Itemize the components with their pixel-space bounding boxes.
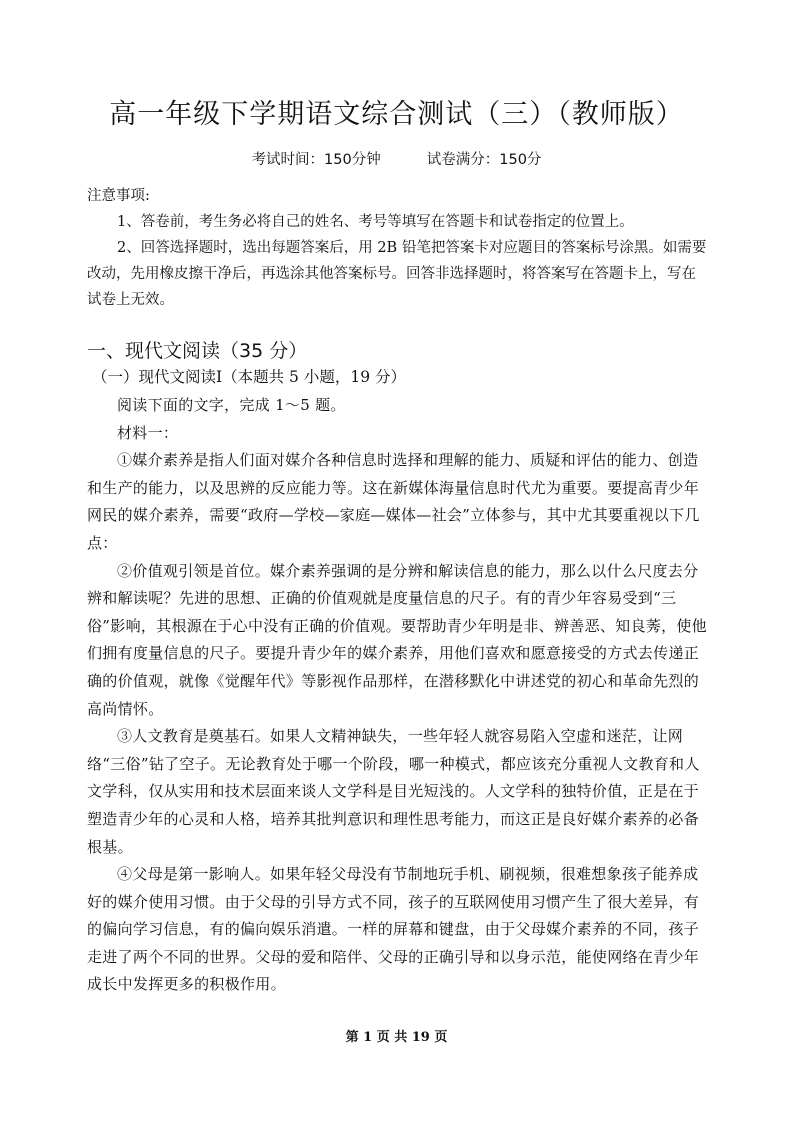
material-label: 材料一： xyxy=(117,423,179,442)
page-footer: 第 1 页 共 19 页 xyxy=(345,1030,448,1045)
exam-info xyxy=(0,148,793,169)
notice-heading: 注意事项: xyxy=(87,188,150,204)
subsection-title: （一）现代文阅读Ⅰ（本题共 5 小题，19 分） xyxy=(92,368,406,386)
passage-paragraph-2: ②价值观引领是首位。媒介素养强调的是分辨和解读信息的能力，那么以什么尺度去分辨和解读呢？先进的思想、正确的价值观就是度量信息的尺子。有的青少年容易受到“三俗”影响，其根源在于心中没有正确的价值观。要帮助青少年明是非、辨善恶、知良莠，使他们拥有度量信息的尺子。要提升青少年的媒介素养，用他们喜欢和愿意接受的方式去传递正确的价值观，就像《觉醒年代》等影视作品那样，在潜移默化中讲述党的初心和革命先烈的高尚情怀。 xyxy=(87,561,707,718)
passage-paragraph-4: ④父母是第一影响人。如果年轻父母没有节制地玩手机、刷视频，很难想象孩子能养成好的媒介使用习惯。由于父母的引导方式不同，孩子的互联网使用习惯产生了很大差异，有的偏向学习信息，有的偏向娱乐消遣。一样的屏幕和键盘，由于父母媒介素养的不同，孩子走进了两个不同的世界。父母的爱和陪伴、父母的正确引导和以身示范，能使网络在青少年成长中发挥更多的积极作用。 xyxy=(87,865,700,994)
reading-instruction: 阅读下面的文字，完成 1～5 题。 xyxy=(117,396,346,414)
notice-item-1: 1、答卷前，考生务必将自己的姓名、考号等填写在答题卡和试卷指定的位置上。 xyxy=(117,214,634,230)
passage-paragraph-1: ①媒介素养是指人们面对媒介各种信息时选择和理解的能力、质疑和评估的能力、创造和生产的能力，以及思辨的反应能力等。这在新媒体海量信息时代尤为重要。要提高青少年网民的媒介素养，需要“政府—学校—家庭—媒体—社会”立体参与，其中尤其要重视以下几点： xyxy=(87,451,700,552)
reading-passage xyxy=(87,392,707,999)
notice-block xyxy=(87,183,707,313)
document-title: 高一年级下学期语文综合测试（三）（教师版） xyxy=(109,99,684,130)
section-title: 一、现代文阅读（35 分） xyxy=(87,340,308,362)
exam-time: 考试时间：150分钟 xyxy=(251,152,381,168)
notice-item-2: 2、回答选择题时，选出每题答案后，用 2B 铅笔把答案卡对应题目的答案标号涂黑。如需要改动，先用橡皮擦干净后，再选涂其他答案标号。回答非选择题时，将答案写在答题卡上，写在试卷上无效。 xyxy=(87,240,707,308)
full-score: 试卷满分：150分 xyxy=(426,152,542,168)
passage-paragraph-3: ③人文教育是奠基石。如果人文精神缺失，一些年轻人就容易陷入空虚和迷茫，让网络“三俗”钻了空子。无论教育处于哪一个阶段，哪一种模式，都应该充分重视人文教育和人文学科，仅从实用和技术层面来谈人文学科是目光短浅的。人文学科的独特价值，正是在于塑造青少年的心灵和人格，培养其批判意识和理性思考能力，而这正是良好媒介素养的必备根基。 xyxy=(87,727,700,856)
